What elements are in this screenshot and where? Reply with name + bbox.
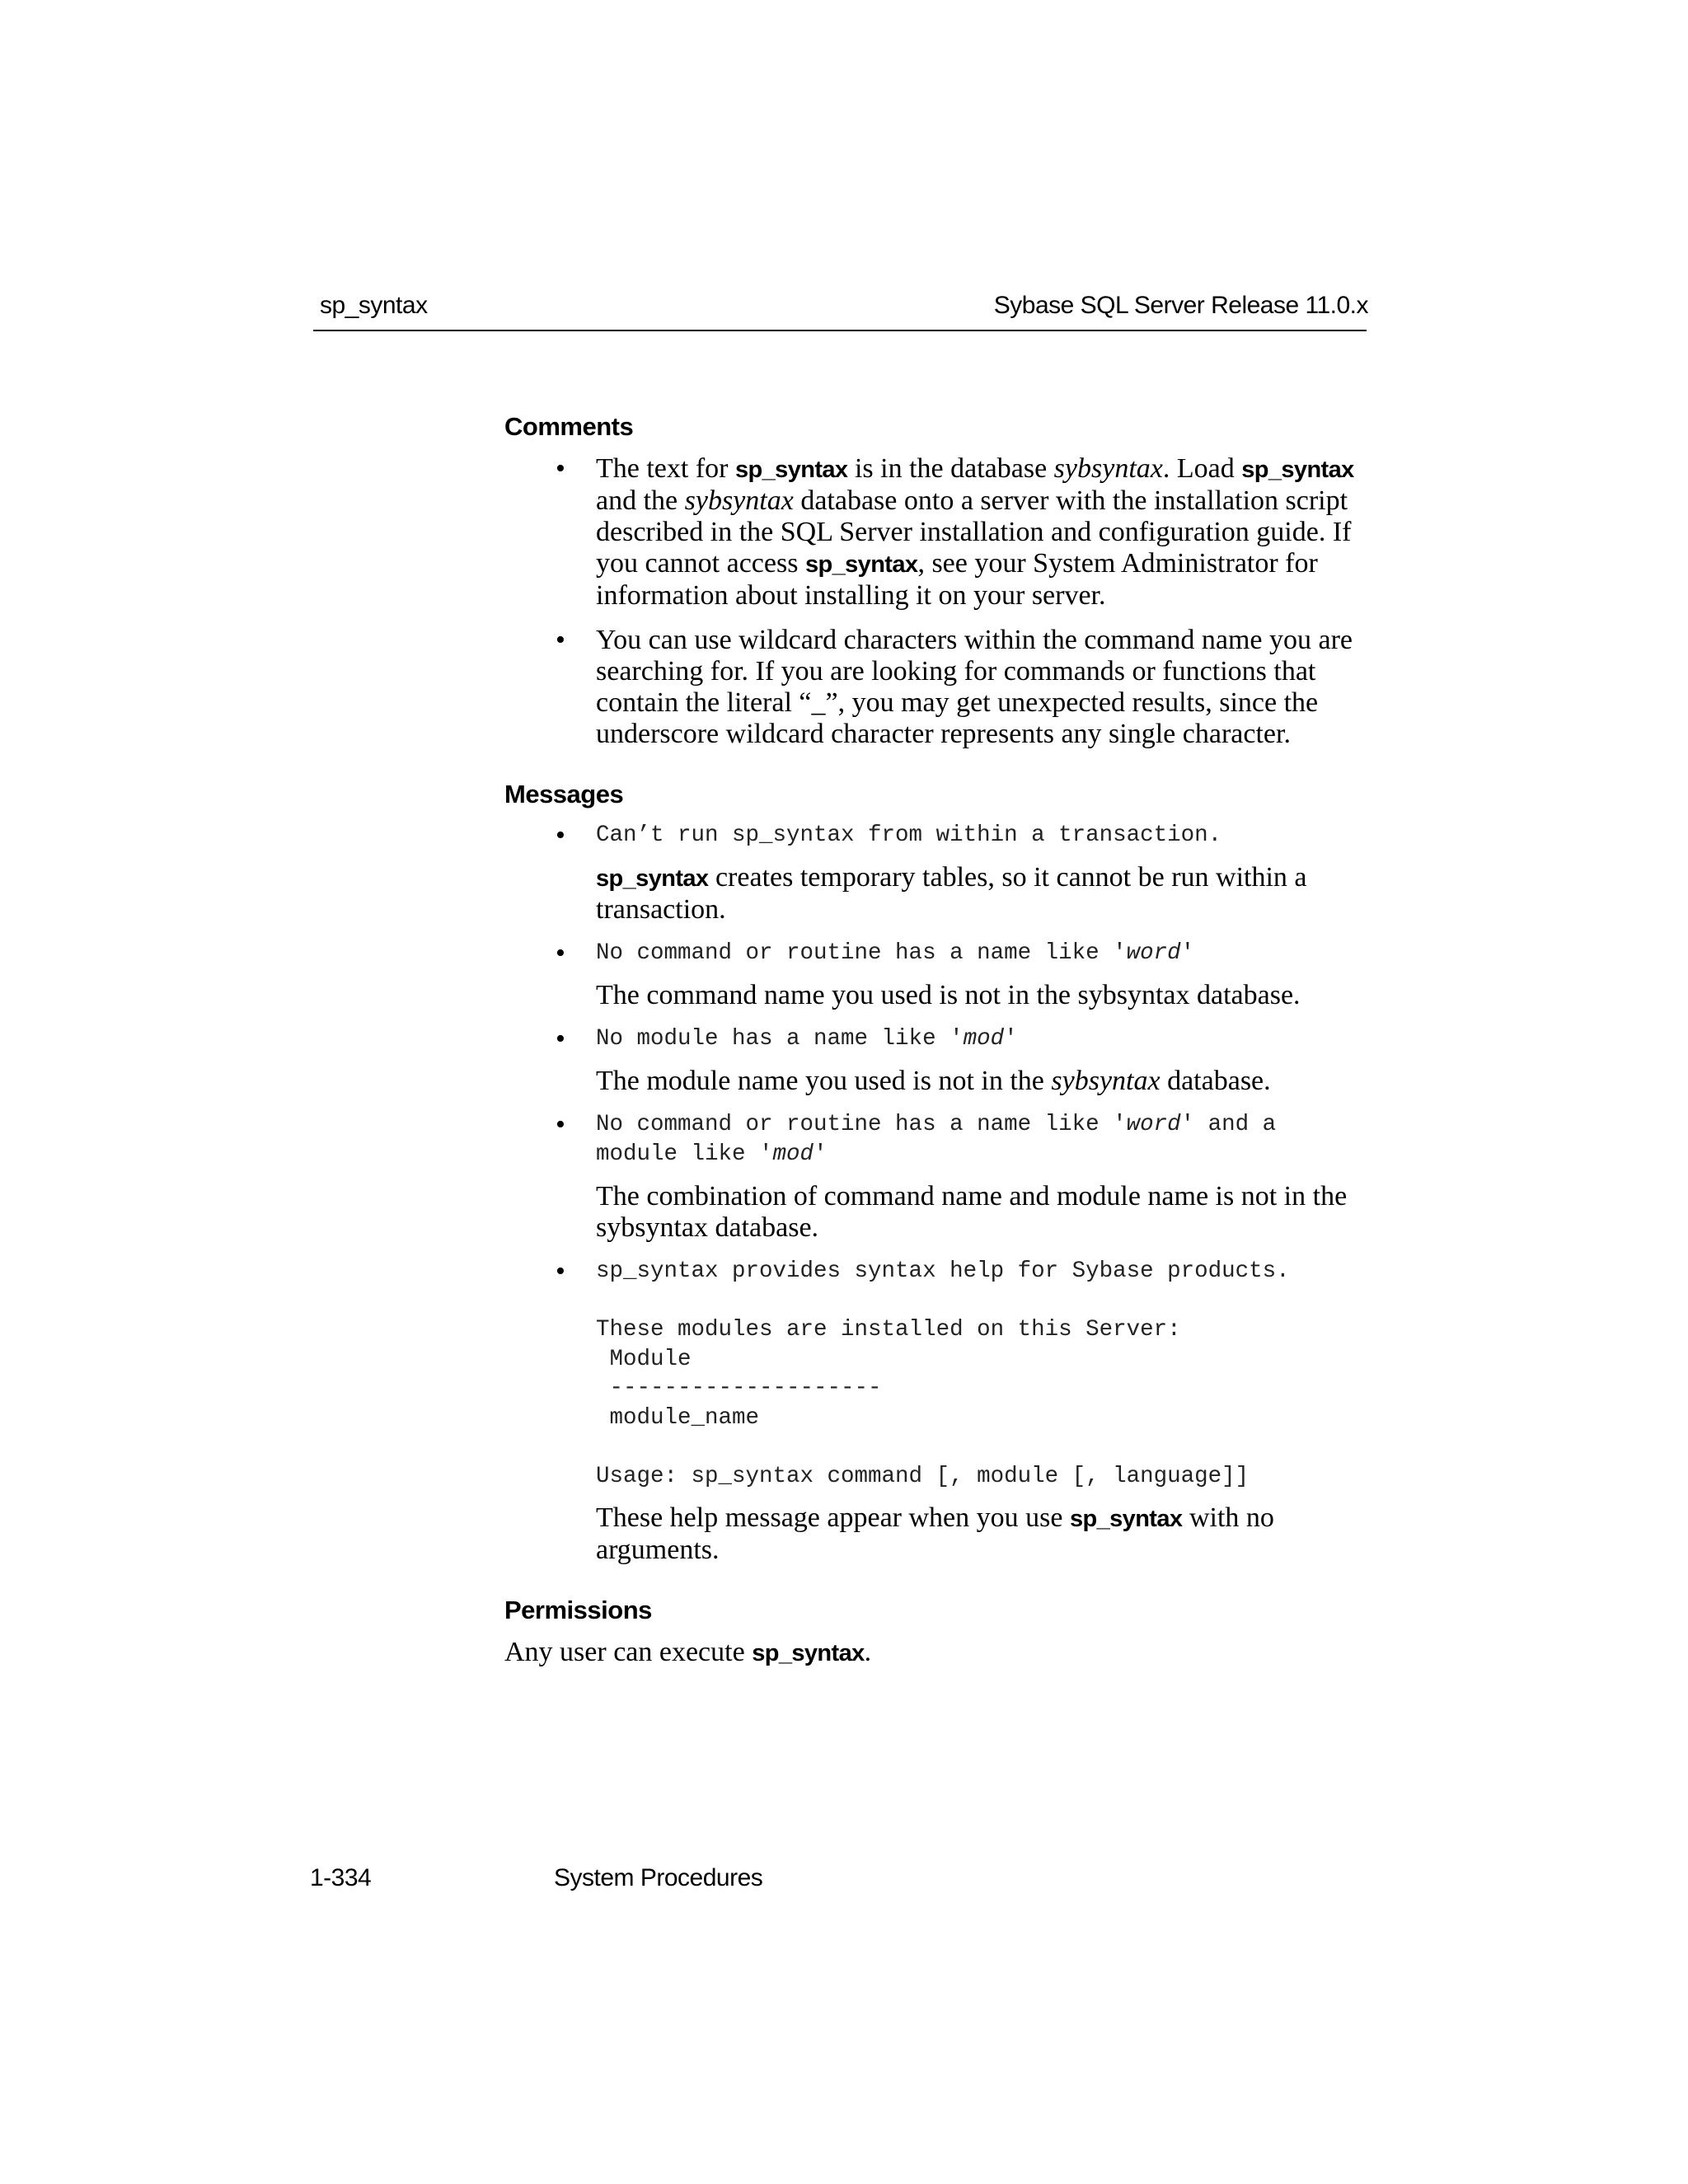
comment-item	[556, 625, 1378, 750]
permissions-section	[504, 1596, 1378, 1669]
message-item	[556, 1257, 1378, 1566]
message-item	[556, 821, 1378, 926]
placeholder-variable: word	[1126, 940, 1181, 966]
page-content	[504, 412, 1378, 1669]
message-item	[556, 1110, 1378, 1244]
comments-section	[504, 412, 1378, 750]
running-header-left: sp_syntax	[320, 292, 428, 319]
running-header-right: Sybase SQL Server Release 11.0.x	[993, 292, 1368, 319]
message-code: No module has a name like 'mod'	[596, 1026, 1018, 1052]
messages-list	[556, 821, 1378, 1566]
message-code: module like 'mod'	[596, 1141, 828, 1167]
message-item	[556, 939, 1378, 1011]
message-code: No command or routine has a name like 'word' and a	[596, 1112, 1277, 1137]
placeholder-variable: word	[1126, 1112, 1181, 1137]
command-name: sp_syntax	[804, 551, 918, 578]
permissions-heading: Permissions	[504, 1596, 652, 1624]
message-description: The command name you used is not in the sybsyntax database.	[596, 980, 1301, 1010]
database-name: sybsyntax	[684, 485, 794, 516]
database-name: sybsyntax	[1051, 1066, 1160, 1096]
comment-text: The text for sp_syntax is in the database sybsyntax. Load sp_syntax and the sybsyntax database onto a server with the installation script described in the SQL Server installation and configuration guide. If you cannot access sp_syntax, see your System Administrator for information about installing it on your server.	[596, 453, 1354, 611]
messages-section	[504, 780, 1378, 1566]
message-description: sp_syntax creates temporary tables, so it cannot be run within a transaction.	[596, 862, 1307, 925]
bullet-icon: •	[556, 1109, 565, 1140]
message-description: The combination of command name and module name is not in the sybsyntax database.	[596, 1181, 1348, 1243]
messages-heading: Messages	[504, 780, 624, 808]
bullet-icon: •	[556, 820, 565, 851]
comments-list	[556, 453, 1378, 750]
bullet-icon: •	[556, 1024, 565, 1054]
placeholder-variable: mod	[963, 1026, 1005, 1052]
bullet-icon: •	[556, 625, 565, 655]
permissions-text: Any user can execute sp_syntax.	[504, 1637, 872, 1667]
message-code: Can’t run sp_syntax from within a transaction.	[596, 823, 1222, 848]
comment-item	[556, 453, 1378, 612]
placeholder-variable: mod	[772, 1141, 814, 1167]
database-name: sybsyntax	[1053, 453, 1163, 484]
comment-text: You can use wildcard characters within the command name you are searching for. If you are looking for commands or functions that contain the literal “_”, you may get unexpected results, since the underscore wildcard character represents any single character.	[596, 625, 1353, 749]
command-name: sp_syntax	[596, 865, 709, 892]
message-description: These help message appear when you use sp_syntax with no arguments.	[596, 1502, 1274, 1565]
page-number: 1-334	[310, 1864, 372, 1891]
message-item	[556, 1024, 1378, 1097]
command-name: sp_syntax	[735, 457, 848, 483]
bullet-icon: •	[556, 453, 565, 484]
command-name: sp_syntax	[1069, 1506, 1183, 1532]
header-rule	[313, 330, 1367, 331]
command-name: sp_syntax	[752, 1640, 865, 1666]
command-name: sp_syntax	[1241, 457, 1354, 483]
comments-heading: Comments	[504, 412, 634, 441]
bullet-icon: •	[556, 938, 565, 968]
footer-book-title: System Procedures	[554, 1864, 763, 1891]
message-code: No command or routine has a name like 'word'	[596, 940, 1195, 966]
bullet-icon: •	[556, 1256, 565, 1286]
help-output-block: sp_syntax provides syntax help for Sybase products. These modules are installed on this Server: Module -------------------- module_name Usage: sp_syntax command [, module [, language]]	[596, 1258, 1290, 1489]
message-description: The module name you used is not in the sybsyntax database.	[596, 1066, 1271, 1096]
